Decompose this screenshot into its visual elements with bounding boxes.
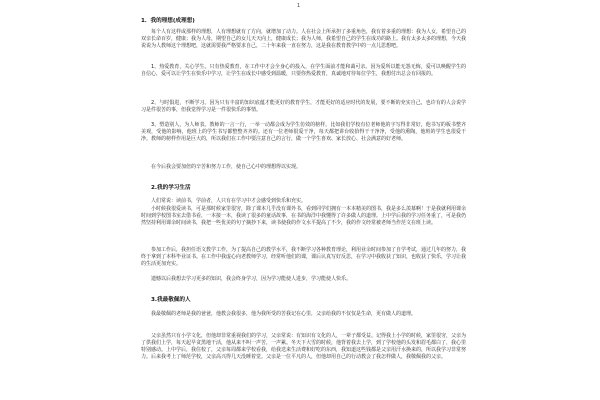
paragraph: 我最敬佩的老师是我的爸爸，他教会我很多，他为我所受的苦我记在心里，父亲给我的不仅仅是生命，更有做人的道理。 [151, 311, 417, 317]
paragraph: 每个人有这样或那样的理想，人有理想就有了方向，就增加了动力。人在社会上所承担了多重角色，我有着多重的理想：我为人女，希望自己的双亲长命百岁，健康；我为人母，期望自己的女儿天天向上，健康成长；我为人师，我希望自己的学生在成功的路上。我有太多太多的理想，今天我说说为人教师这个理想吧，这就需要我严格要求自己，二十年来我一直在努力，这是我在教育教学中的一点儿思想吧。 [141, 29, 467, 49]
page-number: 1 [297, 3, 301, 9]
section-heading-study-life: 2.我的学习生活 [151, 185, 191, 191]
paragraph: 父亲虽然只有小学文化，但他却非常重视我们的学习，父亲常说：有知识有文化的人，一辈子都受益。记得我上小学的时候，家里很穷，父亲为了供我们上学，每天起早贪黑地干活，他从来不叫一声苦，一声累。冬天下大雪的时候，他背着我去上学，到了学校他的头发和眉毛都白了，我心里特别感动。上中学后，我住校了，父亲每周都来学校看我，给我送来生活费和好吃的东西，我知道这些钱都是父亲用汗水换来的，所以我学习非常努力。后来我考上了师范学校，父亲高兴得几天没睡着觉。父亲是一位平凡的人，但他却用自己的行动教会了我怎样做人，我敬佩我的父亲。 [141, 333, 467, 360]
paragraph: 遗憾以后我想去学习更多的知识，我会终身学习，因为学习能使人进步，学习能使人快乐。 [151, 276, 352, 282]
paragraph: 2、与时俱进，不断学习。因为只有丰富的知识底蕴才能更好的教育学生，才能更好的适应时代的发展，要不断的充实自己，也许有的人会说学习是件很苦的事，但我觉得学习是一件很快乐的事情。 [141, 100, 466, 113]
paragraph: 人们常说：读前书，学前者，人只有在学习中才会感受到快乐和充实。 [151, 198, 307, 204]
section-heading-admired-person: 3.我最敬佩的人 [151, 297, 191, 303]
paragraph: 1、热爱教育，关心学生。只有热爱教育，在工作中才会全身心的投入，在学生面前才能和蔼可亲。因为爱所以能无怨无悔，爱可以唤醒学生的自信心，爱可以让学生在快乐中学习，让学生在成长中感受到温暖，只要你热爱教育，真诚地对待每位学生，我想付出总会有回报的。 [141, 64, 466, 77]
paragraph: 3、塑造别人，为人师表。教师的一言一行，一举一动都会成为学生仿效的榜样。比如我们学校有位老师他的字写得非常好，他书写的板书整齐美观，受他的影响，他班上的学生书写都整整齐齐的。还有一位老师很爱干净，每天都把讲台收拾得干干净净，受他的熏陶，他班的学生也很爱干净。教师的榜样作用是巨大的，所以我们在工作中要注意自己的言行，做一个学生喜欢、家长放心、社会满意的好老师。 [141, 122, 466, 142]
paragraph: 在今后我会要加倍的辛苦和努力工作，使自己心中的理想得以实现。 [151, 164, 302, 170]
section-heading-ideal: 1．我的理想(成理想) [141, 18, 195, 24]
paragraph: 小时候我很爱读书，可是那时候家里很穷，除了课本几乎没有课外书，看到同学们拥有一本本精美的图书，我是多么羡慕啊！于是我就利用课余时间到学校图书室去借书看，一本接一本，我读了很多的童话故事，在书的海洋中我懂得了许多做人的道理。上中学后我的学习任务重了，可是我仍然坚持利用课余时间读书，我把一些优美的句子摘抄下来，读书使我的作文水平提高了不少，我的作文经常被老师当作范文在班上读。 [141, 206, 467, 226]
paragraph: 参加工作后，我担任语文教学工作，为了提高自己的教学水平，我不断学习各种教育理论，利用业余时间参加了自学考试，通过几年的努力，我终于拿到了本科毕业证书。在工作中我虚心向老教师学习，经常听他们的课，课后认真写好反思，在学习中我收获了知识，也收获了快乐，学习让我的生活更加充实。 [141, 247, 467, 267]
